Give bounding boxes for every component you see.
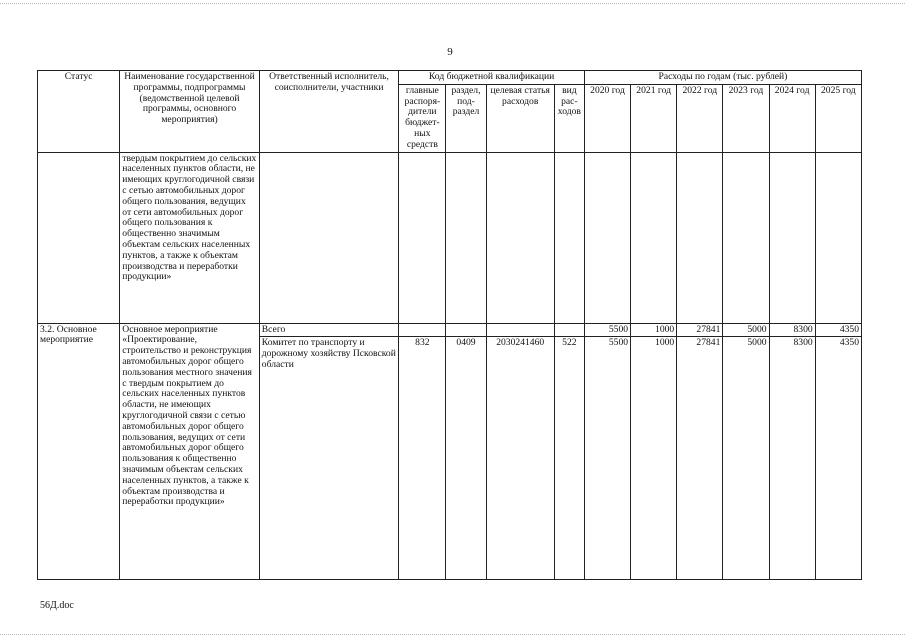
cell-total-value: 5500 bbox=[584, 323, 630, 337]
cell-section: 0409 bbox=[446, 337, 486, 580]
header-executor: Ответственный исполнитель, соисполнители, участники bbox=[259, 71, 399, 153]
cell-total-value: 4350 bbox=[815, 323, 861, 337]
header-status: Статус bbox=[38, 71, 120, 153]
cell-empty bbox=[486, 323, 554, 337]
cell-empty bbox=[769, 152, 815, 323]
cell-target-item: 2030241460 bbox=[486, 337, 554, 580]
cell-empty bbox=[723, 152, 769, 323]
cell-executor-value: 5000 bbox=[723, 337, 769, 580]
header-section: раздел, под-раздел bbox=[446, 84, 486, 152]
budget-table bbox=[37, 70, 862, 580]
cell-main-manager: 832 bbox=[399, 337, 446, 580]
cell-executor-value: 27841 bbox=[677, 337, 723, 580]
cell-empty bbox=[446, 323, 486, 337]
cell-empty bbox=[38, 152, 120, 323]
header-year: 2021 год bbox=[631, 84, 677, 152]
cell-empty bbox=[446, 152, 486, 323]
table-row-total bbox=[38, 323, 862, 337]
cell-executor-value: 5500 bbox=[584, 337, 630, 580]
cell-status: 3.2. Основное мероприятие bbox=[38, 323, 120, 580]
header-expenses: Расходы по годам (тыс. рублей) bbox=[584, 71, 861, 85]
header-year: 2022 год bbox=[677, 84, 723, 152]
cell-empty bbox=[815, 152, 861, 323]
cell-empty bbox=[584, 152, 630, 323]
cell-empty bbox=[259, 152, 399, 323]
table-row-continuation bbox=[38, 152, 862, 323]
header-name: Наименование государственной программы, подпрограммы (ведомственной целевой программы, основного мероприятия) bbox=[120, 71, 260, 153]
cell-empty bbox=[677, 152, 723, 323]
cell-empty bbox=[631, 152, 677, 323]
cell-total-value: 5000 bbox=[723, 323, 769, 337]
cell-expense-type: 522 bbox=[554, 337, 584, 580]
header-target-item: целевая статья расходов bbox=[486, 84, 554, 152]
cell-empty bbox=[554, 152, 584, 323]
cell-empty bbox=[399, 323, 446, 337]
header-year: 2023 год bbox=[723, 84, 769, 152]
cell-executor: Комитет по транспорту и дорожному хозяйству Псковской области bbox=[259, 337, 399, 580]
header-year: 2024 год bbox=[769, 84, 815, 152]
cell-executor-value: 4350 bbox=[815, 337, 861, 580]
cell-executor-value: 1000 bbox=[631, 337, 677, 580]
cell-empty bbox=[486, 152, 554, 323]
cell-total-label: Всего bbox=[259, 323, 399, 337]
cell-total-value: 1000 bbox=[631, 323, 677, 337]
header-main-managers: главные распоря-дители бюджет-ных средств bbox=[399, 84, 446, 152]
header-row-1 bbox=[38, 71, 862, 85]
cell-executor-value: 8300 bbox=[769, 337, 815, 580]
cell-empty bbox=[554, 323, 584, 337]
scan-edge-top bbox=[0, 3, 905, 4]
footer-filename: 56Д.doc bbox=[40, 600, 74, 611]
page-number: 9 bbox=[447, 46, 453, 58]
header-year: 2025 год bbox=[815, 84, 861, 152]
cell-total-value: 8300 bbox=[769, 323, 815, 337]
scan-edge-bottom bbox=[0, 634, 905, 635]
cell-empty bbox=[399, 152, 446, 323]
cell-item-name: Основное мероприятие «Проектирование, строительство и реконструкция автомобильных дорог общего пользования местного значения с твердым покрытием до сельских населенных пунктов области, не имеющих круглогодичной связи с сетью автомобильных дорог общего пользования, ведущих от сети автомобильных дорог общего пользования к общественно значимым объектам сельских населенных пунктов, а также к объектам производства и переработки продукции» bbox=[120, 323, 260, 580]
header-year: 2020 год bbox=[584, 84, 630, 152]
header-budget-code: Код бюджетной квалификации bbox=[399, 71, 585, 85]
cell-continuation-name: твердым покрытием до сельских населенных пунктов области, не имеющих круглогодичной связи с сетью автомобильных дорог общего пользования, ведущих от сети автомобильных дорог общего пользования к общественно значимым объектам сельских населенных пунктов, а также к объектам производства и переработки продукции» bbox=[120, 152, 260, 323]
cell-total-value: 27841 bbox=[677, 323, 723, 337]
header-expense-type: вид рас-ходов bbox=[554, 84, 584, 152]
